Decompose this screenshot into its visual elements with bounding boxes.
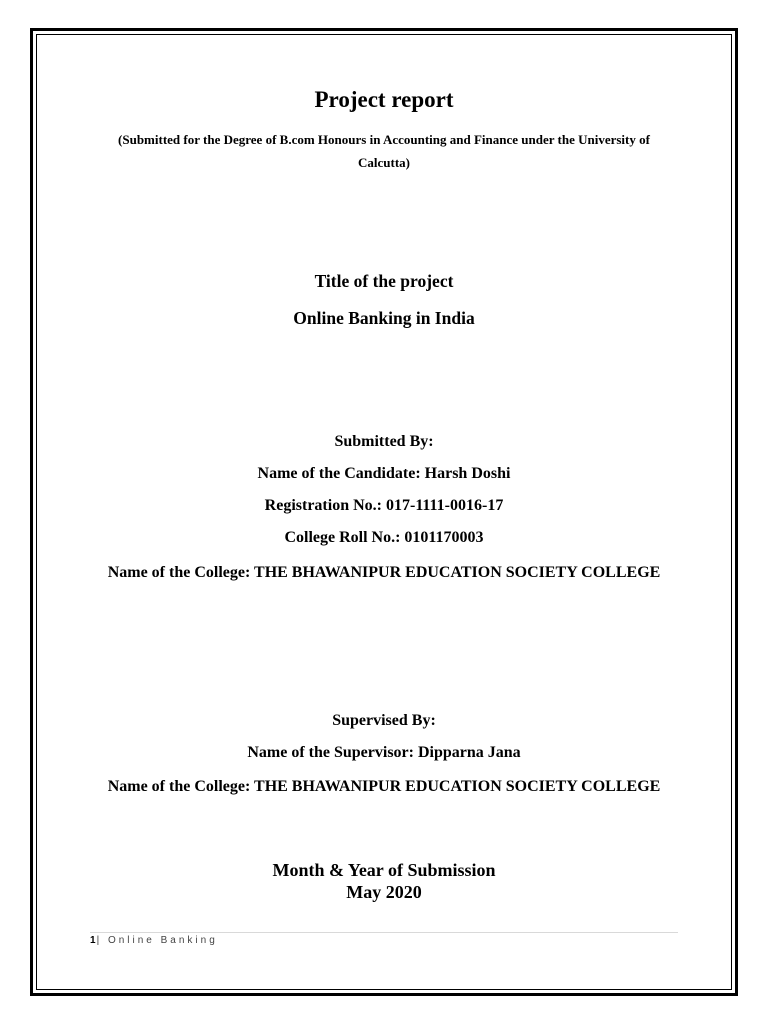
submitted-by-heading: Submitted By: — [334, 433, 434, 450]
submission-date-block — [80, 860, 688, 903]
submission-date: May 2020 — [346, 881, 422, 902]
page-number: 1 — [90, 935, 97, 946]
supervisor-college: Name of the College: THE BHAWANIPUR EDUCATION SOCIETY COLLEGE — [107, 778, 661, 795]
project-title-heading: Title of the project — [314, 271, 454, 291]
registration-number: Registration No.: 017-1111-0016-17 — [264, 497, 504, 514]
candidate-name: Name of the Candidate: Harsh Doshi — [257, 465, 511, 482]
footer-separator: | — [96, 935, 103, 946]
supervised-by-heading: Supervised By: — [332, 712, 436, 729]
project-title: Online Banking in India — [293, 308, 475, 328]
supervisor-name: Name of the Supervisor: Dipparna Jana — [247, 744, 521, 761]
footer-text: Online Banking — [107, 935, 218, 946]
college-roll-number: College Roll No.: 0101170003 — [284, 529, 484, 546]
candidate-college: Name of the College: THE BHAWANIPUR EDUCATION SOCIETY COLLEGE — [107, 564, 661, 581]
submission-label: Month & Year of Submission — [272, 860, 496, 880]
report-subtitle: (Submitted for the Degree of B.com Honours in Accounting and Finance under the University of Calcutta) — [118, 132, 650, 171]
page-footer — [90, 932, 678, 946]
report-title: Project report — [314, 87, 454, 112]
